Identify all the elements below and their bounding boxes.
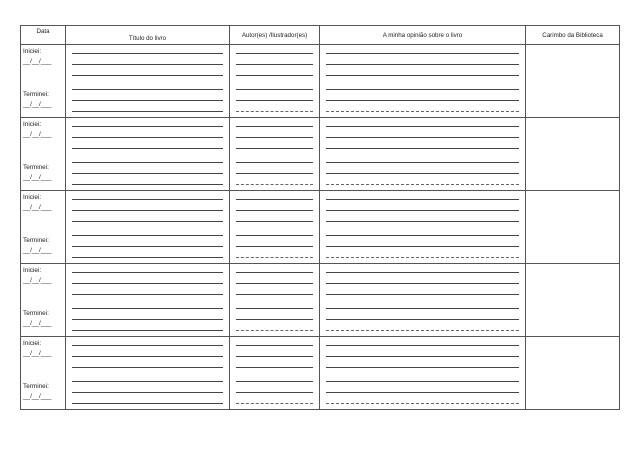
- finished-label: Terminei:: [23, 164, 49, 171]
- dashed-writing-line: [236, 184, 313, 185]
- writing-line: [326, 148, 519, 149]
- writing-line: [326, 356, 519, 357]
- dashed-writing-line: [236, 257, 313, 258]
- writing-line: [72, 162, 223, 163]
- writing-line: [72, 294, 223, 295]
- writing-line: [236, 137, 313, 138]
- finished-date-field[interactable]: __/__/___: [23, 393, 52, 400]
- writing-line: [72, 199, 223, 200]
- started-date-field[interactable]: __/__/___: [23, 58, 52, 65]
- opinion-cell[interactable]: [320, 45, 526, 118]
- writing-line: [72, 330, 223, 331]
- writing-line: [236, 210, 313, 211]
- title-lines: [66, 118, 229, 190]
- writing-line: [326, 221, 519, 222]
- log-row: [21, 337, 620, 410]
- writing-line: [236, 308, 313, 309]
- dashed-writing-line: [326, 257, 519, 258]
- author-cell[interactable]: [230, 191, 320, 264]
- writing-line: [236, 89, 313, 90]
- started-date-field[interactable]: __/__/___: [23, 350, 52, 357]
- header-stamp-label: Carimbo da Biblioteca: [542, 31, 603, 39]
- opinion-lines: [320, 337, 525, 409]
- writing-line: [236, 173, 313, 174]
- started-date-field[interactable]: __/__/___: [23, 204, 52, 211]
- writing-line: [326, 137, 519, 138]
- writing-line: [326, 345, 519, 346]
- writing-line: [72, 210, 223, 211]
- log-row: [21, 264, 620, 337]
- title-lines: [66, 191, 229, 263]
- author-cell[interactable]: [230, 118, 320, 191]
- writing-line: [72, 356, 223, 357]
- header-date: [21, 26, 66, 45]
- writing-line: [326, 308, 519, 309]
- writing-line: [72, 100, 223, 101]
- writing-line: [236, 345, 313, 346]
- stamp-cell: [526, 191, 620, 264]
- started-label: Iniciei:: [23, 121, 42, 128]
- writing-line: [72, 111, 223, 112]
- dashed-writing-line: [236, 111, 313, 112]
- writing-line: [236, 53, 313, 54]
- writing-line: [236, 246, 313, 247]
- author-cell[interactable]: [230, 45, 320, 118]
- finished-date-field[interactable]: __/__/___: [23, 320, 52, 327]
- stamp-cell: [526, 264, 620, 337]
- stamp-cell: [526, 45, 620, 118]
- writing-line: [72, 173, 223, 174]
- author-lines: [230, 337, 319, 409]
- writing-line: [326, 162, 519, 163]
- stamp-cell: [526, 337, 620, 410]
- writing-line: [326, 235, 519, 236]
- title-lines: [66, 337, 229, 409]
- writing-line: [326, 173, 519, 174]
- finished-label: Terminei:: [23, 310, 49, 317]
- date-cell: [21, 264, 66, 337]
- writing-line: [236, 367, 313, 368]
- finished-label: Terminei:: [23, 383, 49, 390]
- reading-log-sheet: [20, 25, 619, 415]
- title-cell[interactable]: [66, 45, 230, 118]
- dashed-writing-line: [236, 403, 313, 404]
- writing-line: [326, 381, 519, 382]
- writing-line: [72, 75, 223, 76]
- writing-line: [326, 246, 519, 247]
- finished-label: Terminei:: [23, 237, 49, 244]
- opinion-lines: [320, 264, 525, 336]
- date-cell: [21, 118, 66, 191]
- header-date-label: Data: [36, 28, 50, 35]
- finished-date-field[interactable]: __/__/___: [23, 174, 52, 181]
- log-row: [21, 118, 620, 191]
- started-label: Iniciei:: [23, 340, 42, 347]
- stamp-cell: [526, 118, 620, 191]
- writing-line: [236, 221, 313, 222]
- writing-line: [326, 89, 519, 90]
- writing-line: [326, 272, 519, 273]
- header-opinion: [320, 26, 526, 45]
- writing-line: [236, 272, 313, 273]
- writing-line: [236, 199, 313, 200]
- started-date-field[interactable]: __/__/___: [23, 277, 52, 284]
- title-cell[interactable]: [66, 118, 230, 191]
- writing-line: [72, 367, 223, 368]
- writing-line: [326, 210, 519, 211]
- writing-line: [326, 75, 519, 76]
- dashed-writing-line: [326, 403, 519, 404]
- header-row: [21, 26, 620, 45]
- writing-line: [236, 392, 313, 393]
- writing-line: [236, 64, 313, 65]
- writing-line: [72, 246, 223, 247]
- writing-line: [326, 53, 519, 54]
- writing-line: [326, 283, 519, 284]
- author-cell[interactable]: [230, 337, 320, 410]
- date-cell: [21, 191, 66, 264]
- writing-line: [72, 345, 223, 346]
- started-date-field[interactable]: __/__/___: [23, 131, 52, 138]
- started-label: Iniciei:: [23, 267, 42, 274]
- header-opinion-label: A minha opinião sobre o livro: [382, 31, 463, 39]
- writing-line: [72, 235, 223, 236]
- writing-line: [236, 148, 313, 149]
- writing-line: [236, 100, 313, 101]
- dashed-writing-line: [326, 330, 519, 331]
- writing-line: [72, 392, 223, 393]
- writing-line: [72, 221, 223, 222]
- writing-line: [326, 367, 519, 368]
- opinion-cell[interactable]: [320, 191, 526, 264]
- writing-line: [72, 89, 223, 90]
- writing-line: [326, 319, 519, 320]
- writing-line: [72, 308, 223, 309]
- writing-line: [72, 137, 223, 138]
- writing-line: [72, 184, 223, 185]
- opinion-lines: [320, 118, 525, 190]
- writing-line: [72, 64, 223, 65]
- author-lines: [230, 191, 319, 263]
- header-title: [66, 26, 230, 45]
- started-label: Iniciei:: [23, 48, 42, 55]
- writing-line: [236, 356, 313, 357]
- finished-label: Terminei:: [23, 91, 49, 98]
- writing-line: [72, 148, 223, 149]
- writing-line: [72, 319, 223, 320]
- writing-line: [72, 381, 223, 382]
- author-lines: [230, 45, 319, 117]
- title-lines: [66, 45, 229, 117]
- header-title-label: Título do livro: [128, 35, 167, 42]
- writing-line: [326, 294, 519, 295]
- writing-line: [72, 257, 223, 258]
- title-cell[interactable]: [66, 191, 230, 264]
- finished-date-field[interactable]: __/__/___: [23, 247, 52, 254]
- writing-line: [326, 64, 519, 65]
- author-lines: [230, 264, 319, 336]
- date-cell: [21, 45, 66, 118]
- dashed-writing-line: [326, 111, 519, 112]
- title-cell[interactable]: [66, 337, 230, 410]
- writing-line: [72, 53, 223, 54]
- writing-line: [72, 272, 223, 273]
- dashed-writing-line: [326, 184, 519, 185]
- opinion-cell[interactable]: [320, 118, 526, 191]
- writing-line: [326, 392, 519, 393]
- header-author-label: Autor(es) /Ilustrador(es): [241, 31, 308, 39]
- writing-line: [236, 381, 313, 382]
- dashed-writing-line: [236, 330, 313, 331]
- writing-line: [72, 283, 223, 284]
- writing-line: [236, 126, 313, 127]
- writing-line: [236, 162, 313, 163]
- date-cell: [21, 337, 66, 410]
- log-row: [21, 45, 620, 118]
- log-row: [21, 191, 620, 264]
- author-lines: [230, 118, 319, 190]
- opinion-lines: [320, 191, 525, 263]
- writing-line: [326, 100, 519, 101]
- writing-line: [72, 126, 223, 127]
- opinion-cell[interactable]: [320, 337, 526, 410]
- writing-line: [236, 294, 313, 295]
- reading-log-table: [20, 25, 620, 410]
- writing-line: [236, 235, 313, 236]
- writing-line: [326, 126, 519, 127]
- writing-line: [326, 199, 519, 200]
- writing-line: [236, 283, 313, 284]
- header-stamp: [526, 26, 620, 45]
- writing-line: [72, 403, 223, 404]
- header-author: [230, 26, 320, 45]
- opinion-lines: [320, 45, 525, 117]
- finished-date-field[interactable]: __/__/___: [23, 101, 52, 108]
- title-cell[interactable]: [66, 264, 230, 337]
- writing-line: [236, 319, 313, 320]
- writing-line: [236, 75, 313, 76]
- started-label: Iniciei:: [23, 194, 42, 201]
- author-cell[interactable]: [230, 264, 320, 337]
- opinion-cell[interactable]: [320, 264, 526, 337]
- title-lines: [66, 264, 229, 336]
